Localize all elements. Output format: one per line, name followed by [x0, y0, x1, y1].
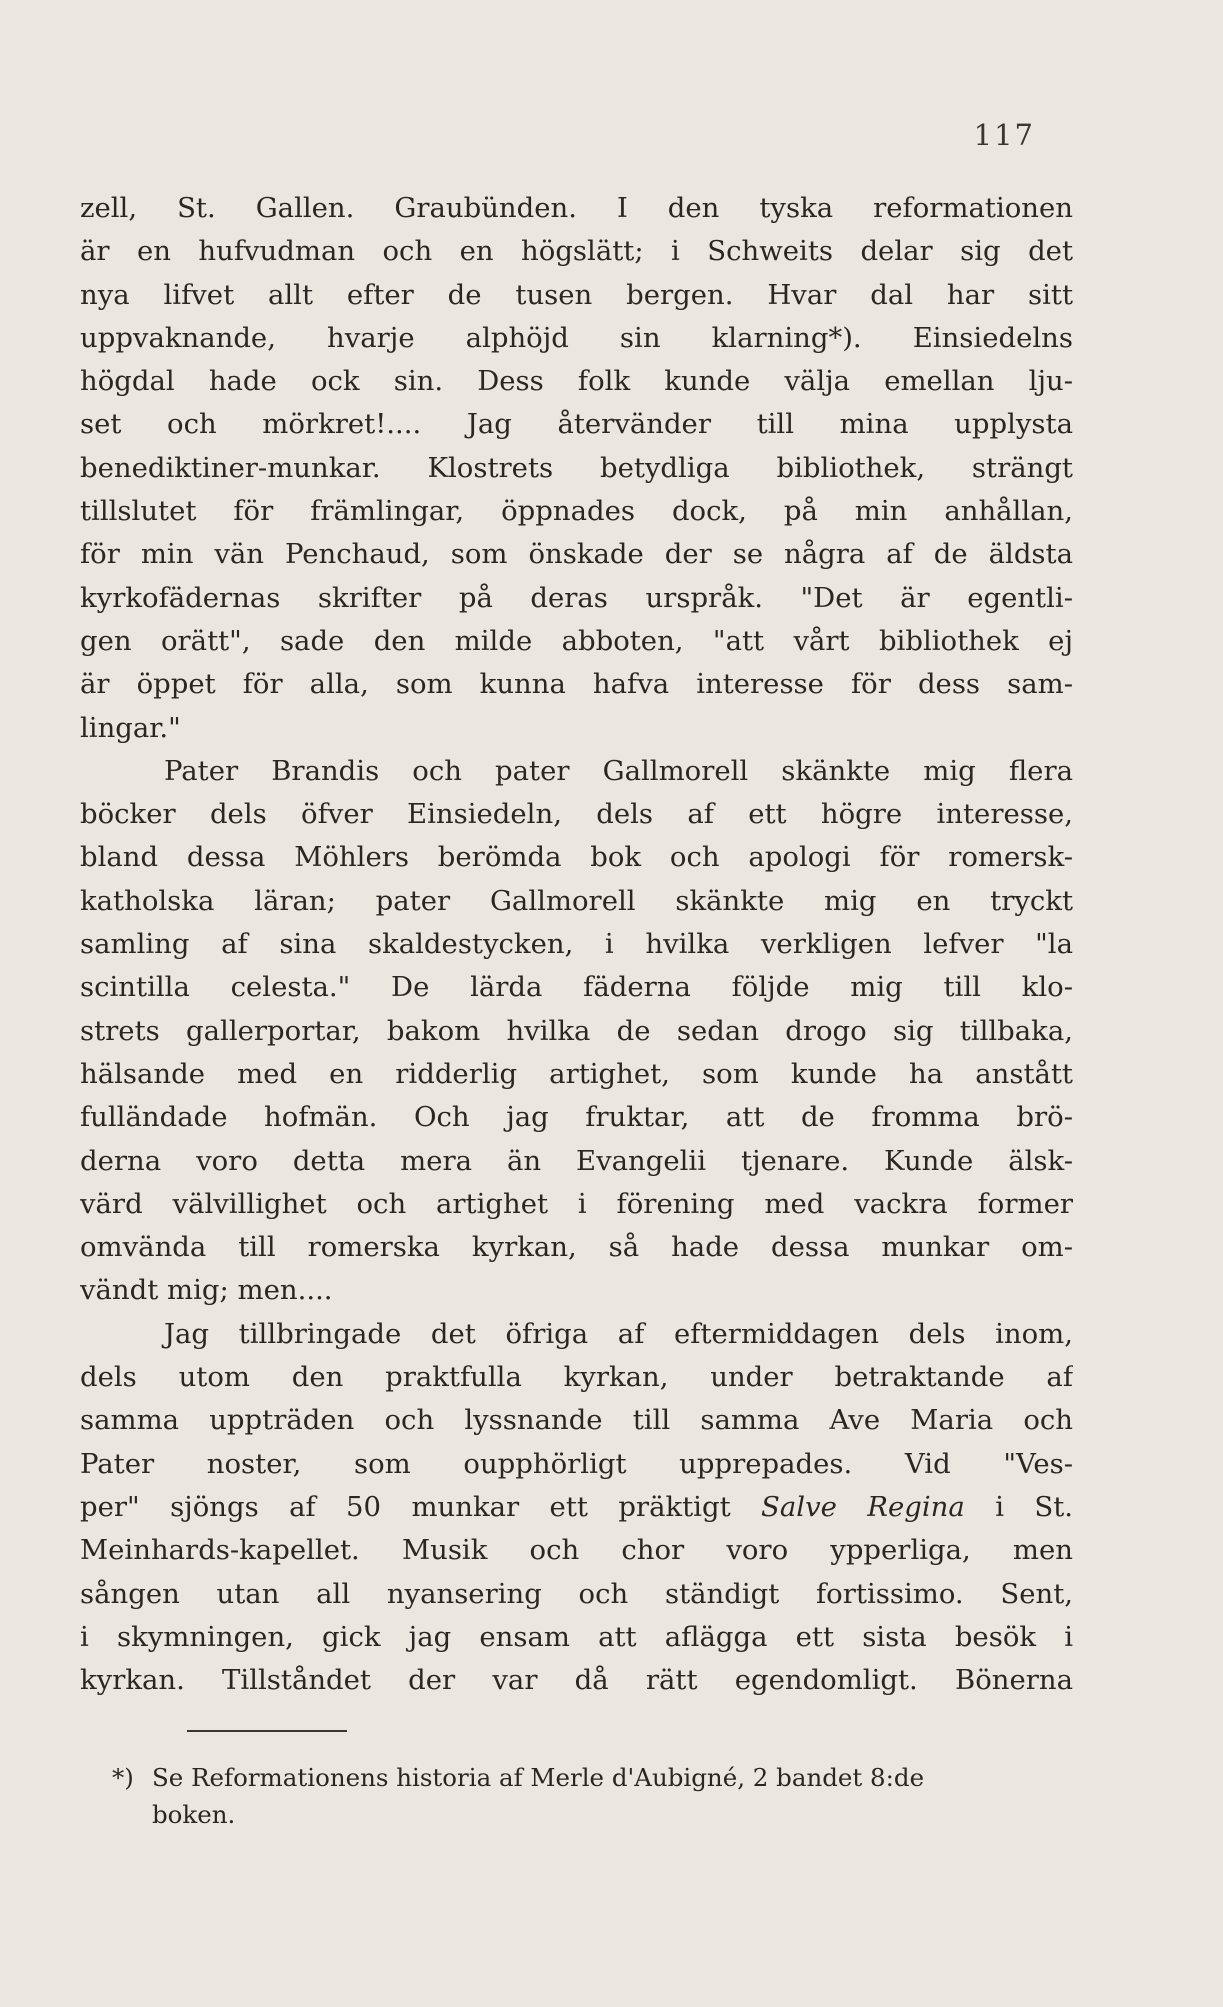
- footnote-text: Se Reformationens historia af Merle d'Aubigné, 2 bandet 8:de: [152, 1763, 925, 1792]
- text-line: högdal hade ock sin. Dess folk kunde välja emellan lju-: [80, 365, 1073, 398]
- footnote: [112, 1759, 1080, 1833]
- footnote-marker: *): [112, 1763, 134, 1792]
- text-line: Meinhards-kapellet. Musik och chor voro ypperliga, men: [80, 1534, 1073, 1567]
- text-line: tillslutet för främlingar, öppnades dock, på min anhållan,: [80, 495, 1073, 528]
- text-line: derna voro detta mera än Evangelii tjenare. Kunde älsk-: [80, 1144, 1073, 1177]
- text-line: för min vän Penchaud, som önskade der se några af de äldsta: [80, 538, 1073, 571]
- paragraph-start-line: Pater Brandis och pater Gallmorell skänkte mig flera: [164, 754, 1073, 787]
- text-line: är öppet för alla, som kunna hafva interesse för dess sam-: [80, 668, 1073, 701]
- text-line: värd välvillighet och artighet i förening med vackra former: [80, 1187, 1073, 1220]
- text-line: uppvaknande, hvarje alphöjd sin klarning*). Einsiedelns: [80, 321, 1073, 354]
- text-line: är en hufvudman och en högslätt; i Schweits delar sig det: [80, 235, 1073, 268]
- body-text: [80, 187, 1073, 1702]
- text-line: Pater noster, som oupphörligt upprepades. Vid "Ves-: [80, 1447, 1073, 1480]
- text-line: samling af sina skaldestycken, i hvilka verkligen lefver "la: [80, 928, 1073, 961]
- text-line: katholska läran; pater Gallmorell skänkte mig en tryckt: [80, 884, 1073, 917]
- paragraph-start-line: Jag tillbringade det öfriga af eftermiddagen dels inom,: [164, 1317, 1073, 1350]
- text-line: nya lifvet allt efter de tusen bergen. Hvar dal har sitt: [80, 278, 1073, 311]
- text-line: zell, St. Gallen. Graubünden. I den tyska reformationen: [80, 192, 1073, 224]
- text-line: set och mörkret!.... Jag återvänder till mina upplysta: [80, 408, 1073, 441]
- text-line: sången utan all nyansering och ständigt fortissimo. Sent,: [80, 1577, 1073, 1610]
- text-line: [80, 1486, 1073, 1529]
- italic-title: Salve Regina: [761, 1490, 965, 1523]
- text-line: omvända till romerska kyrkan, så hade dessa munkar om-: [80, 1231, 1073, 1264]
- text-line: bland dessa Möhlers berömda bok och apologi för romersk-: [80, 841, 1073, 874]
- text-line: kyrkofädernas skrifter på deras urspråk. "Det är egentli-: [80, 581, 1073, 614]
- text-line: gen orätt", sade den milde abboten, "att vårt bibliothek ej: [80, 624, 1073, 657]
- text-line: samma uppträden och lyssnande till samma Ave Maria och: [80, 1404, 1073, 1437]
- text-segment: i St.: [995, 1490, 1073, 1523]
- text-line: hälsande med en ridderlig artighet, som kunde ha anstått: [80, 1057, 1073, 1090]
- footnote-line: [112, 1759, 1080, 1796]
- text-line: i skymningen, gick jag ensam att aflägga ett sista besök i: [80, 1620, 1073, 1653]
- text-segment: per" sjöngs af 50 munkar ett präktigt: [80, 1490, 731, 1523]
- paragraph-end-line: vändt mig; men....: [80, 1274, 333, 1307]
- footnote-divider: [187, 1730, 347, 1732]
- page-number: 117: [973, 118, 1035, 152]
- text-line: strets gallerportar, bakom hvilka de sedan drogo sig tillbaka,: [80, 1014, 1073, 1047]
- paragraph-end-line: lingar.": [80, 711, 181, 744]
- text-line: böcker dels öfver Einsiedeln, dels af ett högre interesse,: [80, 798, 1073, 831]
- text-line: dels utom den praktfulla kyrkan, under betraktande af: [80, 1361, 1073, 1394]
- text-line: kyrkan. Tillståndet der var då rätt egendomligt. Bönerna: [80, 1664, 1073, 1697]
- text-line: scintilla celesta." De lärda fäderna följde mig till klo-: [80, 971, 1073, 1004]
- footnote-line: boken.: [152, 1800, 236, 1829]
- text-line: benediktiner-munkar. Klostrets betydliga bibliothek, strängt: [80, 451, 1073, 484]
- text-line: fulländade hofmän. Och jag fruktar, att de fromma brö-: [80, 1101, 1073, 1134]
